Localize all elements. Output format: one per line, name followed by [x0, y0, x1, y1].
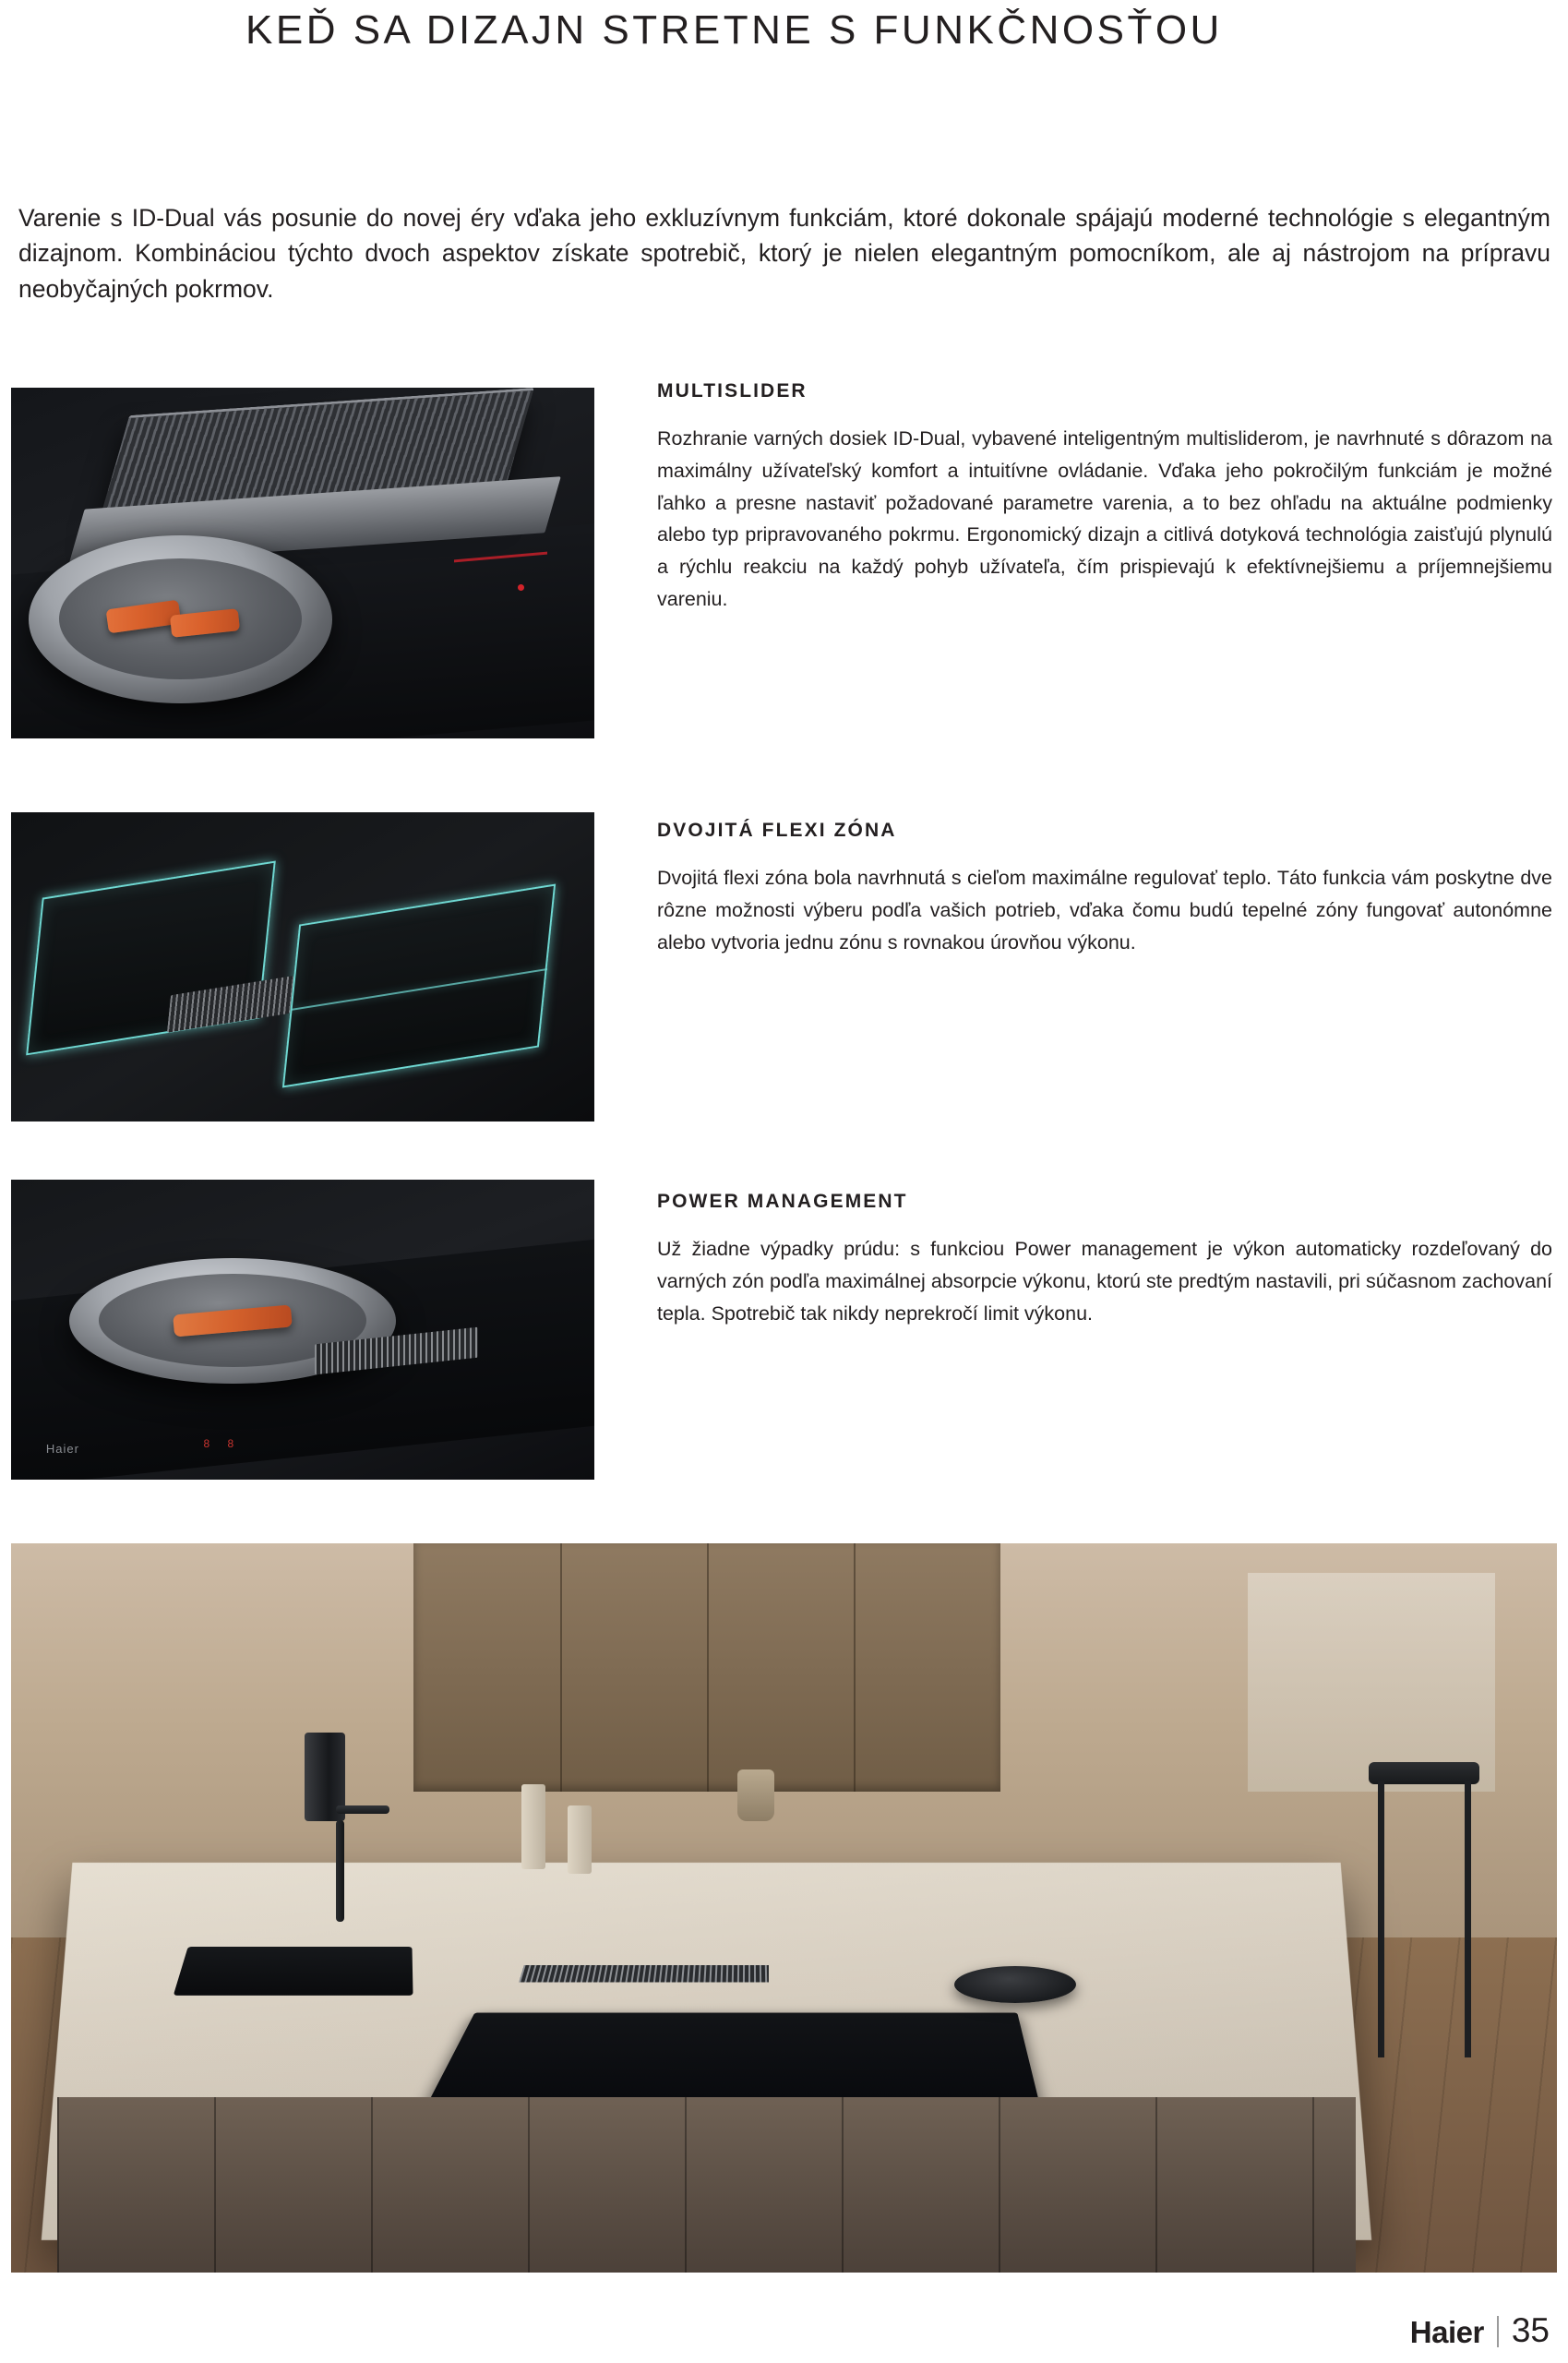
section-body: Už žiadne výpadky prúdu: s funkciou Power management je výkon automaticky rozdeľovaný do varných zón podľa maximálnej absorpcie výkonu, ktorú ste predtým nastavili, pri súčasnom zachovaní tepla. Spotrebič tak nikdy neprekročí limit výkonu.	[657, 1238, 1552, 1325]
power-management-photo	[11, 1180, 594, 1480]
haier-brand-logo: Haier	[1409, 2315, 1484, 2349]
section-heading: DVOJITÁ FLEXI ZÓNA	[657, 820, 897, 841]
sink-basin	[174, 1947, 413, 1996]
salmon-fillet	[170, 608, 240, 637]
salmon-fillet	[173, 1304, 292, 1337]
wall-cabinets	[413, 1543, 1001, 1792]
cabinet-seam	[560, 1543, 562, 1792]
section-power-management	[657, 1191, 1552, 1329]
faucet-spout	[336, 1805, 389, 1814]
frying-pan	[29, 535, 332, 703]
brand-logo-small: Haier	[45, 1442, 79, 1456]
section-body: Dvojitá flexi zóna bola navrhnutá s cieľom maximálne regulovať teplo. Táto funkcia vám poskytne dve rôzne možnosti výberu podľa vašich potrieb, vďaka čomu budú tepelné zóny fungovať autonómne alebo vytvoria jednu zónu s rovnakou úrovňou výkonu.	[657, 867, 1552, 954]
intro-paragraph: Varenie s ID-Dual vás posunie do novej éry vďaka jeho exkluzívnym funkciám, ktoré dokonale spájajú moderné technológie s elegantným dizajnom. Kombináciou týchto dvoch aspektov získate spotrebič, ktorý je nielen elegantným pomocníkom, ale aj nástrojom na prípravu neobyčajných pokrmov.	[18, 203, 1550, 304]
section-body: Rozhranie varných dosiek ID-Dual, vybavené inteligentným multisliderom, je navrhnuté s dôrazom na maximálny užívateľský komfort a intuitívne ovládanie. Vďaka jeho pokročilým funkciám je možné ľahko a presne nastaviť požadované parametre varenia, a to bez ohľadu na aktuálne podmienky alebo typ pripravovaného pokrmu. Ergonomický dizajn a citlivá dotyková technológia zaisťujú plynulú a rýchlu reakciu na každý pohyb užívateľa, čím prispievajú k efektívnejšiemu a príjemnejšiemu vareniu.	[657, 427, 1552, 611]
page-title: KEĎ SA DIZAJN STRETNE S FUNKČNOSŤOU	[245, 7, 1223, 53]
decor-vase	[737, 1769, 774, 1821]
pan-interior	[59, 558, 302, 679]
page-footer	[1410, 2311, 1550, 2350]
dark-serving-plate	[954, 1966, 1076, 2003]
cabinet-seam	[707, 1543, 709, 1792]
power-level-display: 8 8	[203, 1436, 242, 1450]
multislider-hob-photo	[11, 388, 594, 738]
stool-leg	[1378, 1781, 1384, 2057]
island-front-panel	[57, 2097, 1356, 2273]
window-light	[1248, 1573, 1495, 1792]
island-panel-seams	[57, 2097, 1356, 2273]
bar-stool	[1369, 1762, 1479, 2057]
stool-leg	[1465, 1781, 1471, 2057]
section-double-flexi-zone	[657, 820, 1552, 958]
page-number: 35	[1511, 2311, 1550, 2349]
section-heading: MULTISLIDER	[657, 380, 808, 402]
salt-grinder	[568, 1805, 592, 1874]
section-multislider	[657, 380, 1552, 616]
faucet-body	[336, 1820, 344, 1922]
hob-extractor-vent	[519, 1965, 769, 1982]
double-flexi-zone-photo	[11, 812, 594, 1122]
power-indicator-dot	[518, 584, 524, 591]
stool-seat	[1369, 1762, 1479, 1784]
cabinet-seam	[854, 1543, 856, 1792]
pepper-grinder	[521, 1784, 545, 1869]
section-heading: POWER MANAGEMENT	[657, 1191, 908, 1212]
footer-divider	[1497, 2316, 1499, 2347]
kitchen-island-hob-lifestyle-photo	[11, 1543, 1557, 2273]
